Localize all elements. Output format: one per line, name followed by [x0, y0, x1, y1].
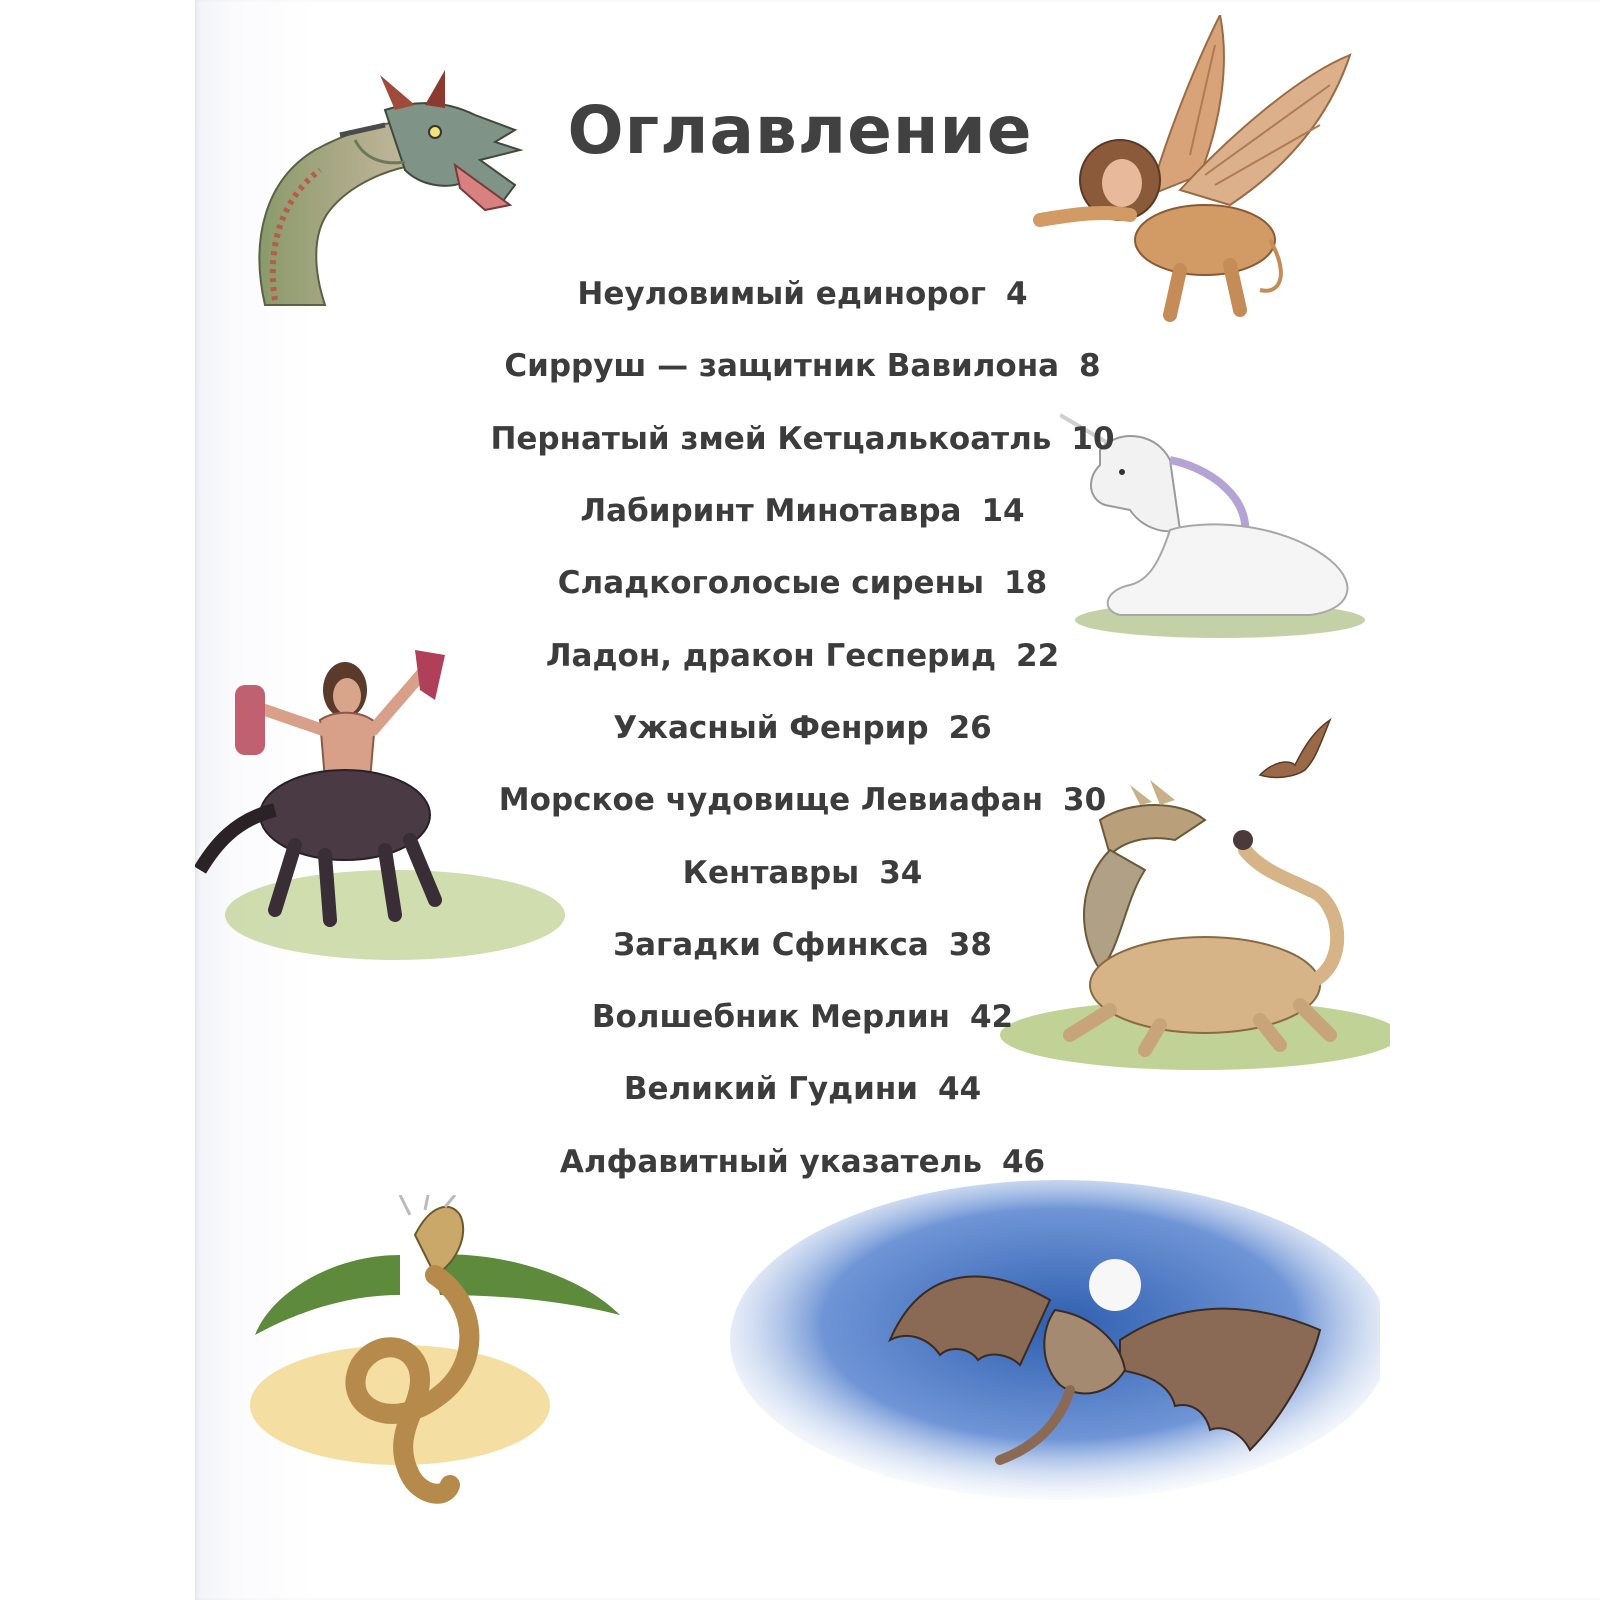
toc-entry[interactable] [0, 475, 1600, 547]
toc-entry-page: 46 [1001, 1143, 1046, 1180]
toc-entry-title: Великий Гудини [623, 1071, 919, 1108]
toc-entry-page: 14 [981, 493, 1025, 530]
toc-entry-title: Ладон, дракон Гесперид [545, 637, 997, 674]
toc-entry-title: Волшебник Мерлин [591, 999, 950, 1036]
toc-entry-title: Неуловимый единорог [577, 276, 986, 313]
toc-entry[interactable] [0, 836, 1600, 908]
toc-entry-title: Кентавры [682, 854, 860, 891]
toc-entry-title: Ужасный Фенрир [613, 709, 929, 746]
toc-entry[interactable] [0, 764, 1600, 836]
toc-entry-title: Пернатый змей Кетцалькоатль [490, 420, 1052, 457]
toc-entry-title: Сладкоголосые сирены [557, 565, 985, 602]
toc-entry-page: 34 [879, 854, 923, 891]
toc-entry[interactable] [0, 981, 1600, 1053]
toc-entry-page: 8 [1079, 348, 1101, 385]
toc-entry-title: Сирруш — защитник Вавилона [504, 348, 1060, 385]
toc-entry-title: Лабиринт Минотавра [580, 493, 962, 530]
toc-entry[interactable] [0, 547, 1600, 619]
toc-entry-title: Морское чудовище Левиафан [498, 782, 1044, 819]
toc-entry-title: Загадки Сфинкса [613, 926, 929, 963]
toc-entry[interactable] [0, 619, 1600, 691]
toc-entry-page: 10 [1071, 420, 1115, 457]
toc-entry-page: 18 [1004, 565, 1048, 602]
toc-entry-page: 42 [969, 999, 1014, 1036]
toc-entry[interactable] [0, 258, 1600, 330]
toc-entry[interactable] [0, 1053, 1600, 1125]
toc-entry-page: 4 [1006, 276, 1028, 313]
toc-entry-page: 30 [1063, 782, 1107, 819]
flying-dragon-illustration [720, 1170, 1380, 1500]
page-title: Оглавление [567, 92, 1033, 169]
toc-entry[interactable] [0, 403, 1600, 475]
toc-entry-title: Алфавитный указатель [559, 1143, 982, 1180]
toc-entry[interactable] [0, 1126, 1600, 1198]
table-of-contents [0, 258, 1600, 1198]
toc-entry-page: 38 [948, 926, 992, 963]
toc-entry-page: 26 [948, 709, 992, 746]
toc-entry-page: 22 [1016, 637, 1060, 674]
feathered-serpent-illustration [250, 1195, 630, 1505]
toc-entry[interactable] [0, 330, 1600, 402]
toc-entry[interactable] [0, 692, 1600, 764]
toc-entry-page: 44 [938, 1071, 982, 1108]
toc-entry[interactable] [0, 909, 1600, 981]
